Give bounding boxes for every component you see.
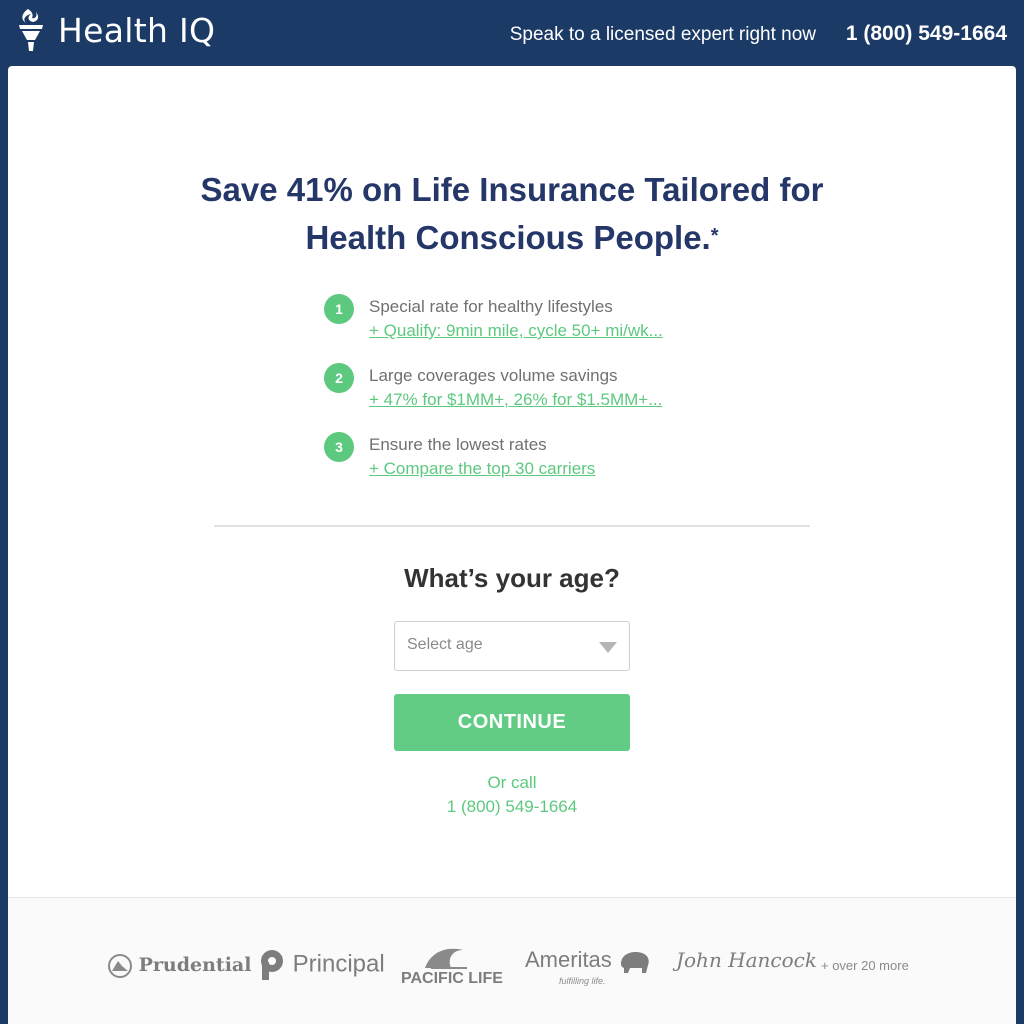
- brand-logo[interactable]: [14, 6, 215, 54]
- top-bar: [0, 0, 1024, 66]
- benefit-title: Special rate for healthy lifestyles: [369, 297, 613, 316]
- header-tagline: Speak to a licensed expert right now: [509, 24, 816, 45]
- benefit-link-savings[interactable]: + 47% for $1MM+, 26% for $1.5MM+...: [369, 390, 663, 409]
- benefit-link-qualify[interactable]: + Qualify: 9min mile, cycle 50+ mi/wk...: [369, 321, 663, 340]
- benefit-link-compare[interactable]: + Compare the top 30 carriers: [369, 459, 596, 478]
- benefit-item-1: [324, 294, 744, 363]
- benefit-title: Ensure the lowest rates: [369, 435, 547, 454]
- bison-icon: [618, 946, 652, 976]
- page-headline: [8, 166, 1016, 262]
- age-select[interactable]: [394, 621, 630, 671]
- step-number-badge: 2: [324, 363, 354, 393]
- or-call-label: Or call: [487, 773, 537, 792]
- ameritas-slogan: fulfilling life.: [559, 976, 606, 986]
- more-carriers-label: + over 20 more: [821, 958, 909, 973]
- ameritas-logo: Ameritas fulfilling life.: [525, 946, 652, 986]
- step-number-badge: 3: [324, 432, 354, 462]
- carrier-logos: [8, 936, 1016, 996]
- whale-tail-icon: [401, 944, 491, 970]
- benefit-title: Large coverages volume savings: [369, 366, 618, 385]
- brand-name: Health IQ: [58, 10, 216, 50]
- header-phone-link[interactable]: 1 (800) 549-1664: [845, 22, 1007, 45]
- chevron-down-icon: [599, 642, 617, 653]
- main-card: [8, 66, 1016, 1024]
- prudential-logo: Prudential: [108, 954, 251, 978]
- principal-mark-icon: [258, 948, 286, 982]
- headline-line-2: Health Conscious People.*: [305, 219, 719, 256]
- headline-asterisk: *: [710, 225, 719, 247]
- benefit-item-2: [324, 363, 744, 432]
- age-select-placeholder: Select age: [407, 636, 483, 653]
- john-hancock-logo: John Hancock: [676, 948, 817, 972]
- step-number-badge: 1: [324, 294, 354, 324]
- or-call-phone-link[interactable]: 1 (800) 549-1664: [446, 797, 578, 816]
- rock-icon: [108, 954, 132, 978]
- headline-line-1: Save 41% on Life Insurance Tailored for: [200, 171, 824, 208]
- age-question: What’s your age?: [404, 563, 620, 593]
- pacific-life-logo: PACIFIC LIFE: [401, 944, 503, 988]
- benefits-list: [324, 294, 744, 501]
- continue-button[interactable]: CONTINUE: [394, 694, 630, 751]
- torch-icon: [14, 7, 48, 53]
- principal-logo: Principal: [258, 948, 385, 982]
- benefit-item-3: [324, 432, 744, 501]
- section-divider: [214, 525, 810, 527]
